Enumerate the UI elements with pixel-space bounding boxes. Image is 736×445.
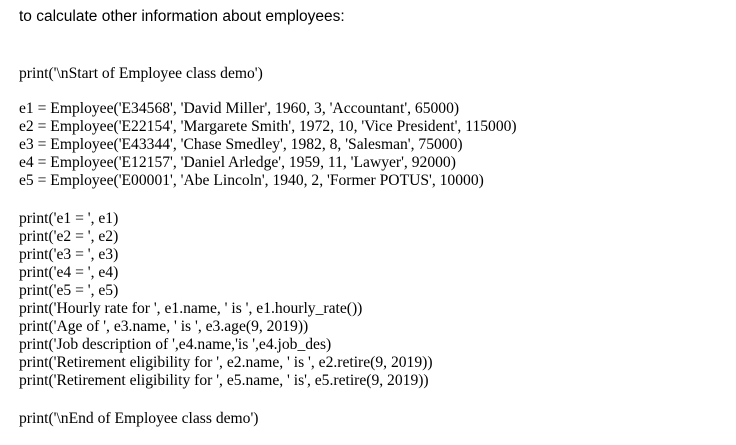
code-line-print-hourly-rate: print('Hourly rate for ', e1.name, ' is ', e1.hourly_rate())	[19, 300, 363, 317]
code-line-print-e3: print('e3 = ', e3)	[19, 246, 119, 263]
code-line-print-e2: print('e2 = ', e2)	[19, 228, 119, 245]
code-line-e3-constructor: e3 = Employee('E43344', 'Chase Smedley', 1982, 8, 'Salesman', 75000)	[19, 136, 463, 153]
code-line-print-e1: print('e1 = ', e1)	[19, 210, 119, 227]
code-line-print-e4: print('e4 = ', e4)	[19, 264, 119, 281]
code-line-end-print: print('\nEnd of Employee class demo')	[19, 410, 259, 427]
code-line-e1-constructor: e1 = Employee('E34568', 'David Miller', 1960, 3, 'Accountant', 65000)	[19, 100, 460, 117]
code-line-print-retirement-e5: print('Retirement eligibility for ', e5.name, ' is', e5.retire(9, 2019))	[19, 372, 429, 389]
code-line-e2-constructor: e2 = Employee('E22154', 'Margarete Smith', 1972, 10, 'Vice President', 115000)	[19, 118, 517, 135]
code-line-start-print: print('\nStart of Employee class demo')	[19, 65, 263, 82]
code-line-print-job-description: print('Job description of ',e4.name,'is ',e4.job_des)	[19, 336, 332, 353]
code-line-print-age: print('Age of ', e3.name, ' is ', e3.age(9, 2019))	[19, 318, 309, 335]
code-line-print-e5: print('e5 = ', e5)	[19, 282, 119, 299]
code-line-e5-constructor: e5 = Employee('E00001', 'Abe Lincoln', 1940, 2, 'Former POTUS', 10000)	[19, 172, 484, 189]
code-line-e4-constructor: e4 = Employee('E12157', 'Daniel Arledge', 1959, 11, 'Lawyer', 92000)	[19, 154, 456, 171]
intro-text: to calculate other information about employees:	[19, 8, 345, 25]
code-line-print-retirement-e2: print('Retirement eligibility for ', e2.name, ' is ', e2.retire(9, 2019))	[19, 354, 433, 371]
